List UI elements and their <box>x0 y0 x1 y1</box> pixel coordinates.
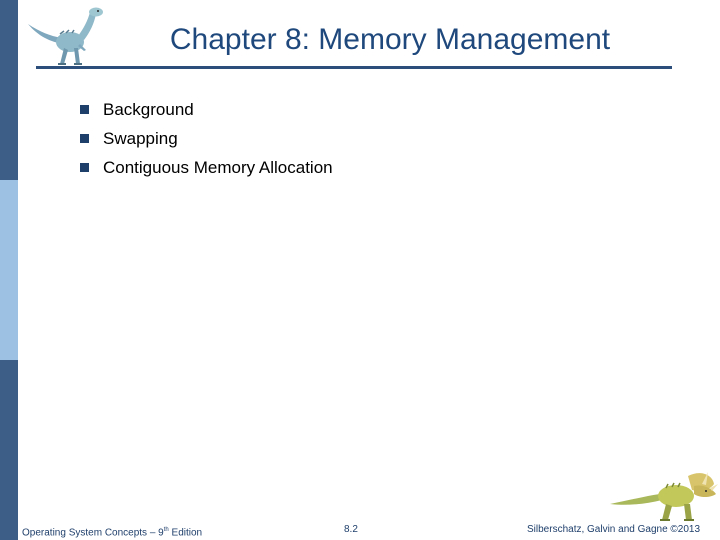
slide-title: Chapter 8: Memory Management <box>169 23 611 56</box>
footer-page-number: 8.2 <box>344 524 358 535</box>
left-band-bottom <box>0 360 18 540</box>
footer-book-prefix: Operating System Concepts – 9 <box>22 527 164 539</box>
footer-book-suffix: Edition <box>168 527 203 539</box>
list-item <box>80 153 333 182</box>
list-item <box>80 124 333 153</box>
square-bullet-icon <box>80 105 89 114</box>
bullet-list <box>80 95 333 182</box>
bullet-text: Background <box>103 99 194 119</box>
title-rule <box>36 66 672 69</box>
left-band-top <box>0 0 18 180</box>
square-bullet-icon <box>80 163 89 172</box>
footer-book-superscript: th <box>163 527 169 533</box>
dinosaur-icon <box>26 4 114 68</box>
list-item <box>80 95 333 124</box>
footer-copyright: Silberschatz, Galvin and Gagne ©2013 <box>527 524 701 535</box>
bullet-text: Swapping <box>103 128 178 148</box>
left-band-middle <box>0 180 18 360</box>
square-bullet-icon <box>80 134 89 143</box>
footer-book-edition <box>22 523 202 540</box>
dinosaur-icon <box>610 464 718 522</box>
bullet-text: Contiguous Memory Allocation <box>103 157 333 177</box>
